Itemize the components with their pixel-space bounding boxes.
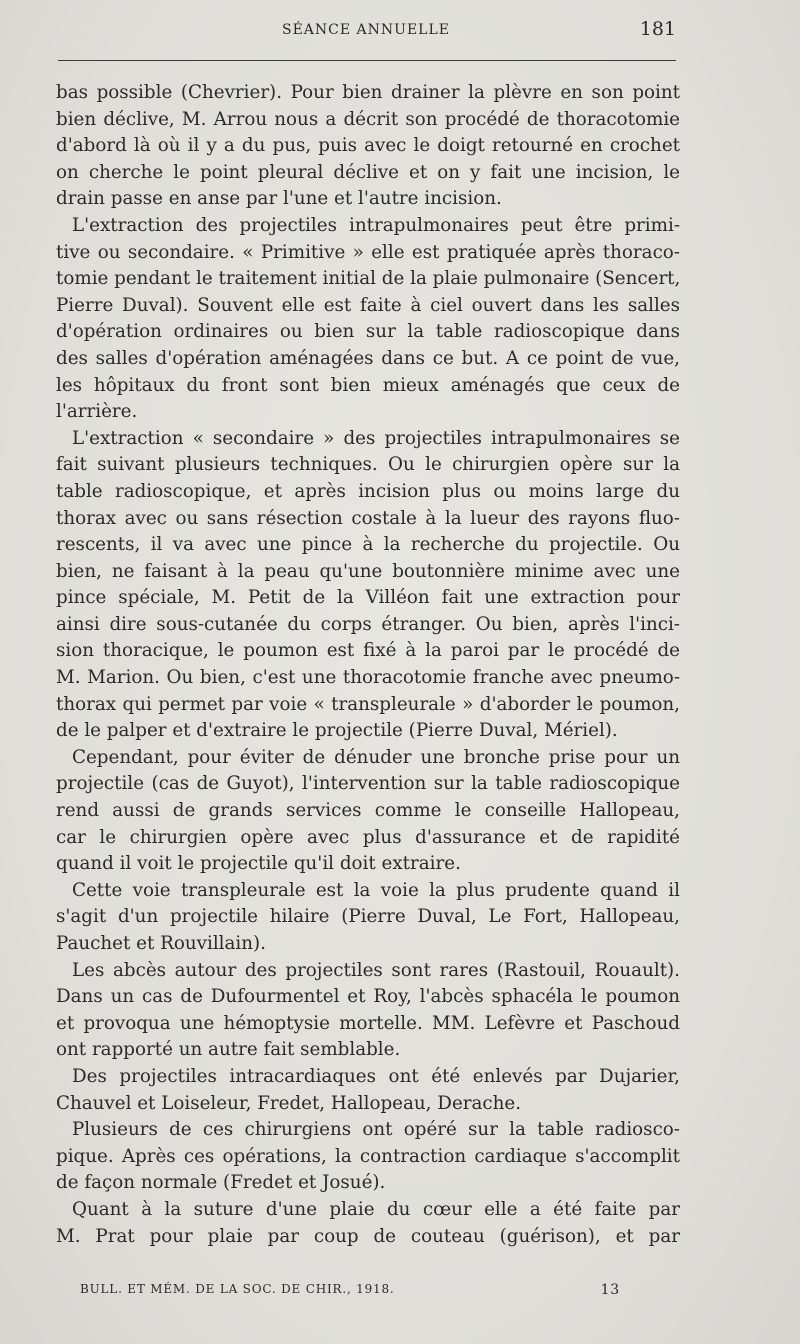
text-line: rend aussi de grands services comme le conseille Hallopeau,	[56, 800, 680, 822]
text-line: car le chirurgien opère avec plus d'assurance et de rapidité	[56, 826, 680, 848]
text-line: de façon normale (Fredet et Josué).	[56, 1172, 386, 1194]
text-line: bien déclive, M. Arrou nous a décrit son procédé de thoracotomie	[56, 108, 680, 130]
paragraph	[56, 213, 680, 426]
paragraph	[56, 745, 680, 878]
text-line: pince spéciale, M. Petit de la Villéon fait une extraction pour	[56, 587, 680, 609]
text-line: projectile (cas de Guyot), l'intervention sur la table radioscopique	[56, 773, 680, 795]
signature-mark: 13	[600, 1282, 620, 1298]
text-line: Pierre Duval). Souvent elle est faite à ciel ouvert dans les salles	[56, 294, 680, 316]
paragraph	[56, 80, 680, 213]
text-line: Pauchet et Rouvillain).	[56, 933, 266, 954]
page-footer	[80, 1282, 620, 1304]
text-line: on cherche le point pleural déclive et on y fait une incision, le	[56, 161, 680, 183]
text-line: d'opération ordinaires ou bien sur la table radioscopique dans	[56, 321, 680, 343]
text-line: Plusieurs de ces chirurgiens ont opéré sur la table radiosco-	[72, 1119, 680, 1141]
text-line: M. Marion. Ou bien, c'est une thoracotomie franche avec pneumo-	[56, 667, 680, 689]
page-header	[52, 18, 680, 46]
paragraph	[56, 878, 680, 958]
text-line: d'abord là où il y a du pus, puis avec le doigt retourné en crochet	[56, 135, 680, 157]
text-line: s'agit d'un projectile hilaire (Pierre Duval, Le Fort, Hallopeau,	[56, 906, 680, 928]
page-number: 181	[639, 18, 676, 40]
text-line: des salles d'opération aménagées dans ce but. A ce point de vue,	[56, 347, 680, 369]
text-line: M. Prat pour plaie par coup de couteau (guérison), et par	[56, 1225, 680, 1247]
text-line: drain passe en anse par l'une et l'autre incision.	[56, 188, 502, 210]
text-line: quand il voit le projectile qu'il doit extraire.	[56, 853, 461, 875]
text-line: rescents, il va avec une pince à la recherche du projectile. Ou	[56, 534, 680, 556]
text-line: thorax qui permet par voie « transpleurale » d'aborder le poumon,	[56, 693, 680, 715]
text-line: fait suivant plusieurs techniques. Ou le chirurgien opère sur la	[56, 454, 680, 476]
text-line: Chauvel et Loiseleur, Fredet, Hallopeau, Derache.	[56, 1092, 522, 1114]
text-line: Des projectiles intracardiaques ont été enlevés par Dujarier,	[72, 1065, 680, 1087]
text-line: l'arrière.	[56, 401, 138, 423]
text-line: L'extraction « secondaire » des projectiles intrapulmonaires se	[72, 427, 680, 449]
text-line: pique. Après ces opérations, la contraction cardiaque s'accomplit	[56, 1145, 680, 1167]
text-line: tomie pendant le traitement initial de la plaie pulmonaire (Sencert,	[56, 268, 681, 290]
text-line: et provoqua une hémoptysie mortelle. MM. Lefèvre et Paschoud	[56, 1012, 680, 1034]
text-line: ont rapporté un autre fait semblable.	[56, 1039, 401, 1061]
text-line: Cependant, pour éviter de dénuder une bronche prise pour un	[72, 746, 680, 768]
text-line: bien, ne faisant à la peau qu'une boutonnière minime avec une	[56, 560, 680, 582]
text-line: Quant à la suture d'une plaie du cœur elle a été faite par	[72, 1198, 680, 1220]
paragraph	[56, 1197, 680, 1250]
text-line: tive ou secondaire. « Primitive » elle est pratiquée après thoraco-	[56, 241, 680, 263]
text-line: thorax avec ou sans résection costale à la lueur des rayons fluo-	[56, 507, 680, 529]
text-line: ainsi dire sous-cutanée du corps étranger. Ou bien, après l'inci-	[56, 613, 680, 635]
paragraph	[56, 1117, 680, 1197]
text-line: bas possible (Chevrier). Pour bien drainer la plèvre en son point	[56, 82, 680, 103]
text-line: L'extraction des projectiles intrapulmonaires peut être primi-	[72, 214, 680, 236]
text-line: table radioscopique, et après incision plus ou moins large du	[56, 480, 680, 502]
paragraph	[56, 426, 680, 745]
running-head: SÉANCE ANNUELLE	[282, 22, 450, 38]
header-rule	[58, 60, 676, 61]
text-line: les hôpitaux du front sont bien mieux aménagés que ceux de	[56, 374, 680, 396]
text-line: sion thoracique, le poumon est fixé à la paroi par le procédé de	[56, 640, 680, 662]
footer-citation: BULL. ET MÉM. DE LA SOC. DE CHIR., 1918.	[80, 1282, 395, 1296]
text-line: Cette voie transpleurale est la voie la plus prudente quand il	[72, 879, 680, 901]
text-line: Les abcès autour des projectiles sont rares (Rastouil, Rouault).	[72, 959, 680, 981]
body-text	[56, 80, 680, 1250]
text-line: Dans un cas de Dufourmentel et Roy, l'abcès sphacéla le poumon	[56, 986, 680, 1008]
paragraph	[56, 958, 680, 1064]
text-line: de le palper et d'extraire le projectile (Pierre Duval, Mériel).	[56, 720, 618, 742]
paragraph	[56, 1064, 680, 1117]
